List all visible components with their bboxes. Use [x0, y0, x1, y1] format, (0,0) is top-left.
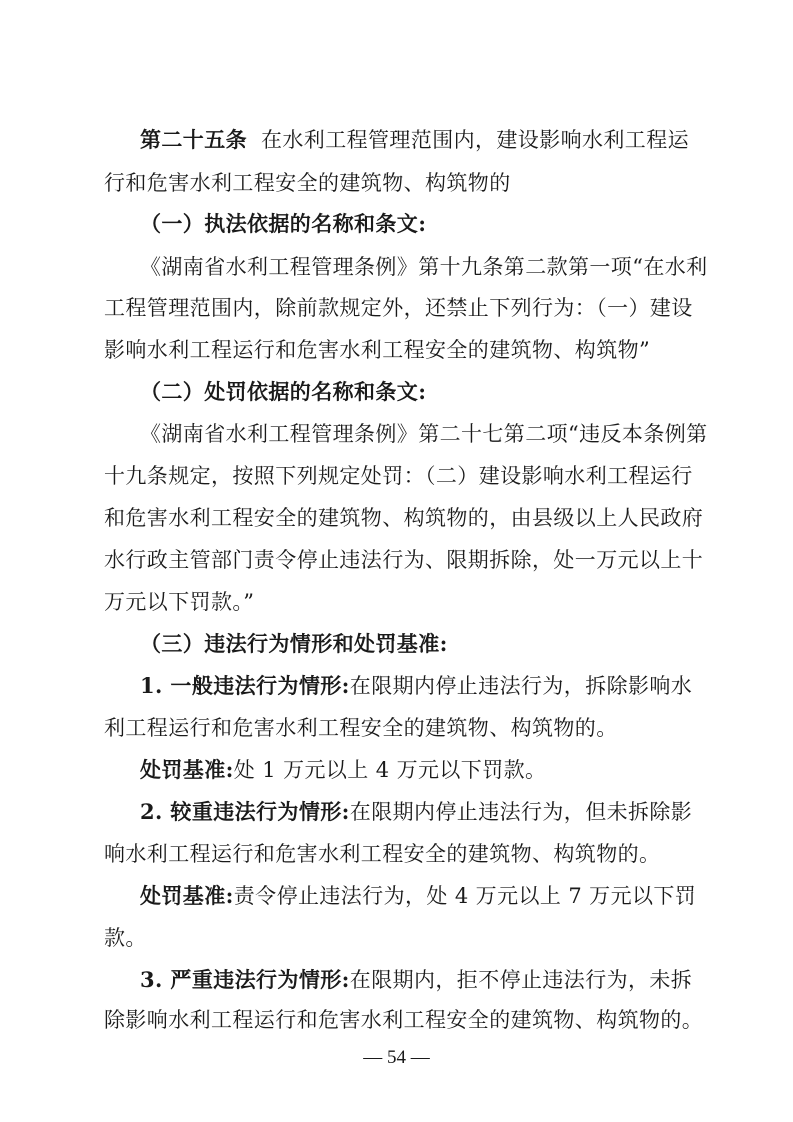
item-1-basis-label: 处罚基准:: [140, 757, 234, 782]
section-2-line-1: 《湖南省水利工程管理条例》第二十七第二项“违反本条例第: [140, 422, 708, 446]
section-1-line-1: 《湖南省水利工程管理条例》第十九条第二款第一项“在水利: [140, 255, 708, 279]
section-2-line-4: 水行政主管部门责令停止违法行为、限期拆除，处一万元以上十: [104, 548, 704, 572]
item-3-text-1: 在限期内，拒不停止违法行为，未拆: [349, 968, 693, 992]
item-2-basis-label: 处罚基准:: [140, 883, 234, 908]
section-1-line-2: 工程管理范围内，除前款规定外，还禁止下列行为：（一）建设: [104, 296, 693, 320]
item-2-basis-line-2: 款。: [104, 926, 147, 950]
section-2-line-5: 万元以下罚款。”: [104, 590, 255, 614]
item-1-line-1: [140, 666, 704, 706]
item-2-line-2: 响水利工程运行和危害水利工程安全的建筑物、构筑物的。: [104, 842, 661, 866]
article-number: 第二十五条: [140, 127, 247, 152]
page-number: — 54 —: [363, 1047, 430, 1068]
item-2-label: 2. 较重违法行为情形:: [140, 799, 350, 824]
item-1-label: 1. 一般违法行为情形:: [140, 673, 350, 698]
item-3-line-2: 除影响水利工程运行和危害水利工程安全的建筑物、构筑物的。: [104, 1008, 704, 1032]
item-1-line-2: 利工程运行和危害水利工程安全的建筑物、构筑物的。: [104, 716, 618, 740]
item-2-line-1: [140, 792, 704, 832]
article-heading-text-1: 在水利工程管理范围内，建设影响水利工程运: [261, 128, 689, 152]
item-1-basis: [140, 750, 704, 790]
item-2-basis: [140, 876, 704, 916]
item-1-basis-text: 处 1 万元以上 4 万元以下罚款。: [233, 758, 547, 782]
section-1-title: （一）执法依据的名称和条文:: [140, 211, 427, 236]
item-1-text-1: 在限期内停止违法行为，拆除影响水: [349, 674, 693, 698]
section-2-line-2: 十九条规定，按照下列规定处罚：（二）建设影响水利工程运行: [104, 464, 693, 488]
item-3-label: 3. 严重违法行为情形:: [140, 967, 350, 992]
article-heading-line-1: [140, 120, 704, 160]
section-1-line-3: 影响水利工程运行和危害水利工程安全的建筑物、构筑物”: [104, 338, 651, 362]
section-2-line-3: 和危害水利工程安全的建筑物、构筑物的，由县级以上人民政府: [104, 506, 704, 530]
section-3-title: （三）违法行为情形和处罚基准:: [140, 631, 448, 656]
article-heading-line-2: 行和危害水利工程安全的建筑物、构筑物的: [104, 171, 511, 195]
section-2-title: （二）处罚依据的名称和条文:: [140, 379, 427, 404]
item-2-text-1: 在限期内停止违法行为，但未拆除影: [349, 800, 693, 824]
item-3-line-1: [140, 960, 704, 1000]
item-2-basis-text-1: 责令停止违法行为，处 4 万元以上 7 万元以下罚: [233, 884, 697, 908]
